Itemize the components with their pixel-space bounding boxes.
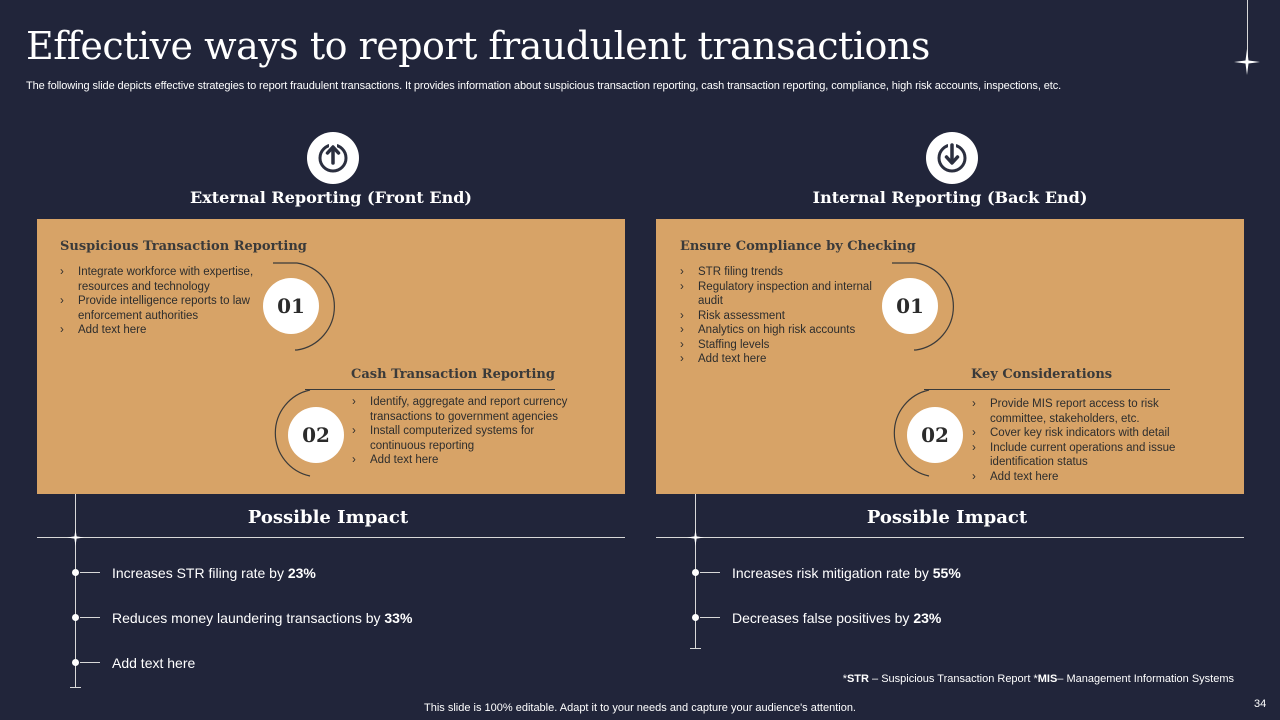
internal-reporting-heading: Internal Reporting (Back End): [812, 188, 1088, 207]
block-title: Cash Transaction Reporting: [351, 367, 555, 382]
impact-item: Increases risk mitigation rate by 55%: [732, 565, 961, 581]
page-number: 34: [1254, 698, 1267, 710]
list-item: › Provide intelligence reports to law enforcement authorities: [60, 294, 270, 323]
sparkle-icon: [687, 529, 704, 546]
impact-item: Add text here: [112, 655, 196, 671]
list-item: › Install computerized systems for continuous reporting: [352, 424, 592, 453]
timeline-dot: [72, 569, 79, 576]
slide-subtitle: The following slide depicts effective strategies to report fraudulent transactions. It provides information about suspicious transaction reporting, cash transaction reporting, compliance, high risk accounts, inspections, etc.: [26, 80, 1062, 92]
divider: [305, 389, 555, 390]
list-item: › STR filing trends: [680, 265, 880, 280]
abbreviation-footnote: *STR – Suspicious Transaction Report *MIS– Management Information Systems: [842, 673, 1234, 685]
external-reporting-heading: External Reporting (Front End): [190, 188, 472, 207]
sparkle-icon: [1234, 49, 1260, 75]
connector: [700, 617, 720, 618]
list-item: › Identify, aggregate and report currency transactions to government agencies: [352, 395, 592, 424]
timeline-dot: [692, 569, 699, 576]
bullet-list: [60, 265, 270, 338]
external-reporting-panel: [37, 219, 625, 494]
list-item: › Cover key risk indicators with detail: [972, 426, 1204, 441]
block-title: Key Considerations: [971, 367, 1113, 382]
block-title: Ensure Compliance by Checking: [680, 239, 916, 254]
connector: [80, 662, 100, 663]
list-item: › Add text here: [60, 323, 270, 338]
bullet-list: [352, 395, 592, 468]
timeline-dot: [692, 614, 699, 621]
connector: [80, 572, 100, 573]
list-item: › Add text here: [680, 352, 880, 367]
sparkle-icon: [67, 529, 84, 546]
list-item: › Include current operations and issue identification status: [972, 441, 1204, 470]
timeline-end-cap: [690, 648, 701, 649]
timeline-dot: [72, 614, 79, 621]
impact-item: Increases STR filing rate by 23%: [112, 565, 316, 581]
divider: [37, 537, 625, 538]
connector: [80, 617, 100, 618]
timeline-end-cap: [70, 687, 81, 688]
upload-power-icon: [307, 132, 359, 184]
footer-note: This slide is 100% editable. Adapt it to your needs and capture your audience's attention.: [424, 702, 856, 714]
timeline-dot: [72, 659, 79, 666]
divider: [924, 389, 1170, 390]
step-number-badge: 01: [263, 278, 319, 334]
list-item: › Analytics on high risk accounts: [680, 323, 880, 338]
impact-item: Reduces money laundering transactions by 33%: [112, 610, 413, 626]
block-title: Suspicious Transaction Reporting: [60, 239, 307, 254]
download-icon: [926, 132, 978, 184]
impact-title: Possible Impact: [866, 507, 1028, 528]
impact-item: Decreases false positives by 23%: [732, 610, 942, 626]
list-item: › Provide MIS report access to risk committee, stakeholders, etc.: [972, 397, 1204, 426]
connector: [700, 572, 720, 573]
list-item: › Risk assessment: [680, 309, 880, 324]
internal-reporting-panel: [656, 219, 1244, 494]
divider: [656, 537, 1244, 538]
list-item: › Add text here: [972, 470, 1204, 485]
slide-title: Effective ways to report fraudulent transactions: [26, 24, 930, 68]
list-item: › Staffing levels: [680, 338, 880, 353]
step-number-badge: 01: [882, 278, 938, 334]
step-number-badge: 02: [907, 407, 963, 463]
bullet-list: [680, 265, 880, 367]
step-number-badge: 02: [288, 407, 344, 463]
list-item: › Add text here: [352, 453, 592, 468]
impact-title: Possible Impact: [247, 507, 409, 528]
list-item: › Regulatory inspection and internal audit: [680, 280, 880, 309]
list-item: › Integrate workforce with expertise, resources and technology: [60, 265, 270, 294]
bullet-list: [972, 397, 1204, 484]
